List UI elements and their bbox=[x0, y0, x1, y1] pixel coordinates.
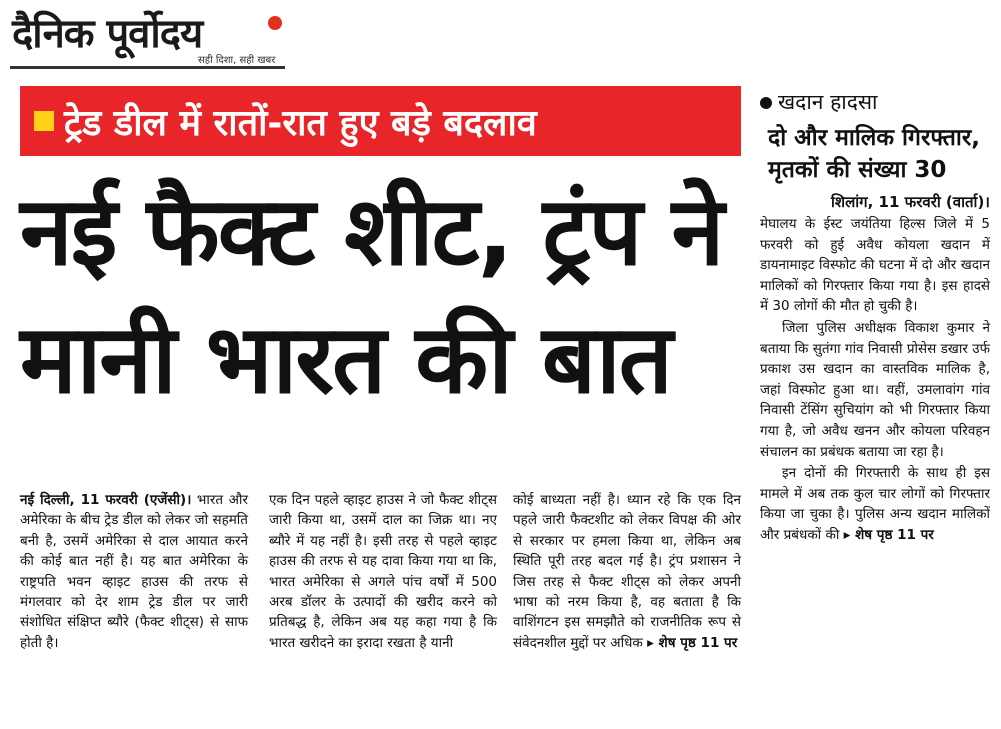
article-column-1 bbox=[20, 490, 248, 653]
side-headline: दो और मालिक गिरफ्तार, मृतकों की संख्या 30 bbox=[768, 125, 980, 183]
article-dateline: नई दिल्ली, 11 फरवरी (एजेंसी)। bbox=[20, 492, 192, 508]
side-paragraph bbox=[760, 463, 990, 545]
side-body bbox=[760, 214, 990, 546]
main-headline bbox=[20, 168, 745, 424]
masthead bbox=[10, 4, 285, 70]
headline-line-1: नई फैक्ट शीट, ट्रंप ने bbox=[20, 177, 723, 287]
side-paragraph-text: इन दोनों की गिरफ्तारी के साथ ही इस मामले में अब तक कुल चार लोगों को गिरफ्तार किया जा चुका है। पुलिस अन्य खदान मालिकों और प्रबंधकों की bbox=[760, 465, 990, 543]
article-column-3 bbox=[513, 490, 741, 653]
yellow-square-icon bbox=[34, 111, 54, 131]
side-story bbox=[760, 88, 990, 547]
newspaper-tagline: सही दिशा, सही खबर bbox=[198, 55, 276, 66]
side-continued-link[interactable]: ▸ शेष पृष्ठ 11 पर bbox=[843, 526, 934, 543]
article-text-col3: कोई बाध्यता नहीं है। ध्यान रहे कि एक दिन पहले जारी फैक्टशीट को लेकर विपक्ष की ओर से सरकार पर हमला किया था, लेकिन अब स्थिति पूरी तरह बदल गई है। ट्रंप प्रशासन ने जिस तरह से फैक्ट शीट्स को लेकर अपनी भाषा को नरम किया है, वह बताता है कि वाशिंगटन इस समझौते को राजनीतिक रूप से संवेदनशील मुद्दों पर अधिक bbox=[513, 492, 741, 651]
newspaper-name: दैनिक पूर्वोदय bbox=[12, 11, 203, 57]
banner-text: ट्रेड डील में रातों-रात हुए बड़े बदलाव bbox=[64, 102, 537, 144]
masthead-rule bbox=[10, 66, 285, 69]
logo-dot-icon bbox=[268, 16, 282, 30]
side-paragraph: मेघालय के ईस्ट जयंतिया हिल्स जिले में 5 फरवरी को हुई अवैध कोयला खदान में डायनामाइट विस्फोट की घटना में दो और खदान मालिकों को गिरफ्तार किया गया है। इस हादसे में 30 लोगों की मौत हो चुकी है। bbox=[760, 216, 990, 315]
side-paragraph: जिला पुलिस अधीक्षक विकाश कुमार ने बताया कि सुतंगा गांव निवासी प्रोसेस डखार उर्फ प्रकाश उस खदान का वास्तविक मालिक है, जहां विस्फोट हुआ था। वहीं, उमलावांग गांव निवासी टेंसिंग सुचियांग को भी गिरफ्तार किया गया है, जो अवैध खनन और कोयला परिवहन संचालन का प्रबंधक बताया जा रहा है। bbox=[760, 319, 990, 460]
side-kicker-text: खदान हादसा bbox=[778, 90, 878, 114]
bullet-icon bbox=[760, 97, 772, 109]
article-text-col1: भारत और अमेरिका के बीच ट्रेड डील को लेकर जो सहमति बनी है, उसमें अमेरिका से दाल आयात करने की कोई बात नहीं है। यह बात अमेरिका के राष्ट्रपति भवन व्हाइट हाउस की तरफ से मंगलवार को देर शाम ट्रेड डील पर जारी संशोधित संक्षिप्त ब्यौरे (फैक्ट शीट्स) से साफ होती है। bbox=[20, 492, 248, 651]
article-text-col2: एक दिन पहले व्हाइट हाउस ने जो फैक्ट शीट्स जारी किया था, उसमें दाल का जिक्र था। नए ब्यौरे में यह नहीं है। इसी तरह से पहले व्हाइट हाउस की तरफ से यह दावा किया गया था कि, भारत अमेरिका से अगले पांच वर्षों में 500 अरब डॉलर के उत्पादों की खरीद करने को प्रतिबद्ध है, लेकिन अब यह कहा गया है कि भारत खरीदने का इरादा रखता है यानी bbox=[269, 492, 497, 651]
article-column-2 bbox=[269, 490, 497, 653]
side-dateline: शिलांग, 11 फरवरी (वार्ता)। bbox=[831, 193, 990, 211]
side-kicker bbox=[760, 88, 990, 116]
headline-banner bbox=[20, 86, 741, 156]
headline-line-2: मानी भारत की बात bbox=[20, 305, 671, 415]
continued-link[interactable]: ▸ शेष पृष्ठ 11 पर bbox=[647, 634, 738, 651]
